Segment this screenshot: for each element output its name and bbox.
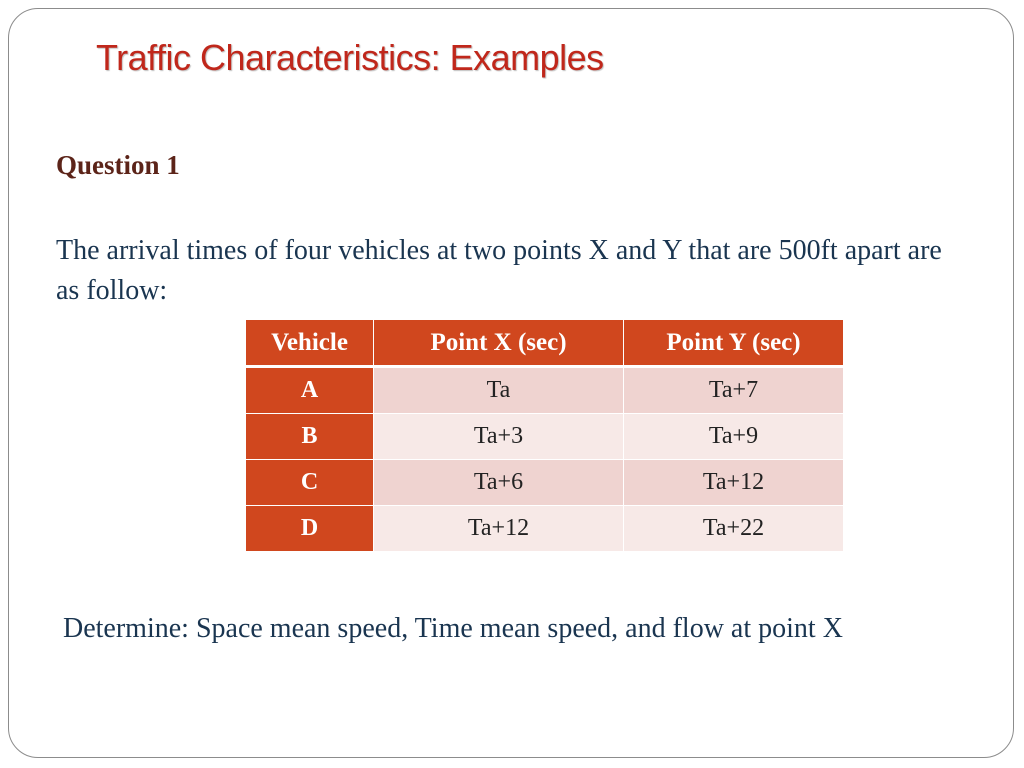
question-heading: Question 1 (56, 150, 180, 180)
point-y-cell: Ta+12 (624, 460, 844, 506)
point-y-cell: Ta+7 (624, 367, 844, 414)
vehicle-cell: C (246, 460, 374, 506)
determine-text: Determine: Space mean speed, Time mean speed, and flow at point X (63, 613, 843, 644)
point-x-cell: Ta+12 (374, 506, 624, 552)
point-x-cell: Ta (374, 367, 624, 414)
vehicle-cell: B (246, 414, 374, 460)
table-row (246, 506, 844, 552)
table-row (246, 414, 844, 460)
arrival-times-table (245, 319, 844, 552)
point-y-cell: Ta+9 (624, 414, 844, 460)
header-point-x: Point X (sec) (374, 320, 624, 367)
slide-title: Traffic Characteristics: Examples (96, 37, 604, 78)
point-x-cell: Ta+3 (374, 414, 624, 460)
point-y-cell: Ta+22 (624, 506, 844, 552)
table-row (246, 460, 844, 506)
point-x-cell: Ta+6 (374, 460, 624, 506)
header-vehicle: Vehicle (246, 320, 374, 367)
question-intro-text: The arrival times of four vehicles at two points X and Y that are 500ft apart are as follow: (56, 235, 942, 306)
table-header-row (246, 320, 844, 367)
vehicle-cell: A (246, 367, 374, 414)
table-row (246, 367, 844, 414)
header-point-y: Point Y (sec) (624, 320, 844, 367)
vehicle-cell: D (246, 506, 374, 552)
